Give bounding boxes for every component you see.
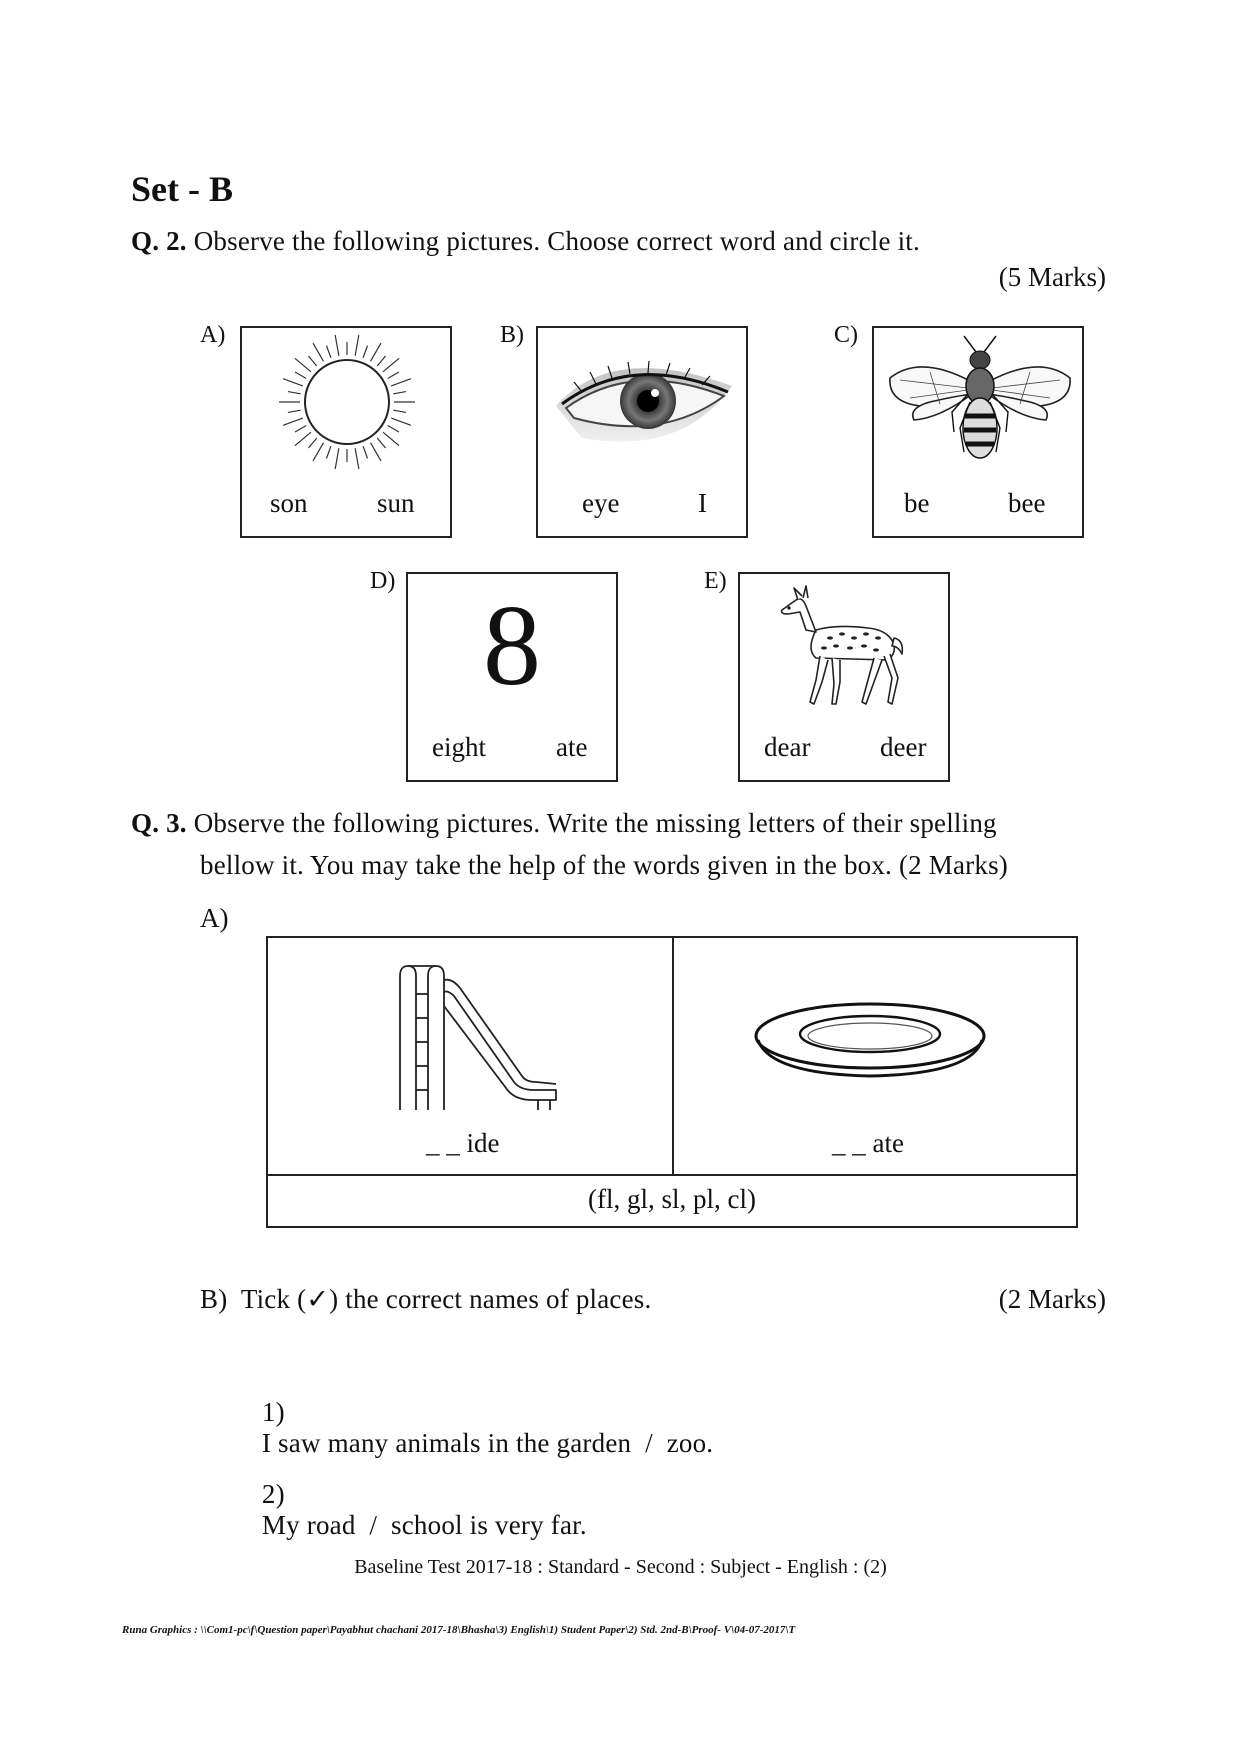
sun-icon	[272, 332, 422, 472]
q2-instruction	[131, 226, 920, 257]
q3-part-b-instruction	[200, 1284, 651, 1315]
sentence-2	[248, 1448, 587, 1541]
sentence-1	[248, 1366, 713, 1459]
item-a-word-1[interactable]: son	[270, 488, 308, 518]
q3-text-line-2: bellow it. You may take the help of the words given in the box. (2 Marks)	[200, 850, 1008, 880]
slide-word-blank[interactable]: _ _ ide	[426, 1128, 500, 1158]
slide-icon	[388, 962, 558, 1112]
sentence-2-number: 2)	[261, 1479, 285, 1509]
item-b-box	[536, 326, 748, 538]
item-e-box	[738, 572, 950, 782]
item-e-label: E)	[704, 568, 727, 594]
q3-instruction-line-1	[131, 808, 997, 839]
item-d-word-2[interactable]: ate	[556, 732, 588, 762]
sentence-2-text[interactable]: My road / school is very far.	[261, 1510, 587, 1540]
item-a-box	[240, 326, 452, 538]
item-b-word-2[interactable]: I	[698, 488, 707, 518]
set-title: Set - B	[131, 169, 233, 209]
letter-options: (fl, gl, sl, pl, cl)	[588, 1184, 756, 1214]
item-e-word-1[interactable]: dear	[764, 732, 811, 762]
item-c-word-2[interactable]: bee	[1008, 488, 1046, 518]
q3-picture-table	[266, 936, 1078, 1228]
sentence-1-number: 1)	[261, 1397, 285, 1427]
item-d-word-1[interactable]: eight	[432, 732, 486, 762]
eye-icon	[552, 346, 736, 456]
item-b-word-1[interactable]: eye	[582, 488, 620, 518]
page-footer: Baseline Test 2017-18 : Standard - Second : Subject - English : (2)	[354, 1556, 887, 1578]
table-divider-horizontal	[268, 1174, 1076, 1176]
q3-text-line-1: Observe the following pictures. Write the missing letters of their spelling	[193, 808, 997, 838]
item-c-label: C)	[834, 322, 858, 348]
item-a-label: A)	[200, 322, 226, 348]
q2-marks: (5 Marks)	[998, 262, 1106, 292]
item-a-word-2[interactable]: sun	[377, 488, 415, 518]
q3-part-b-text: Tick (✓) the correct names of places.	[240, 1284, 652, 1314]
q3-part-b-marks: (2 Marks)	[998, 1284, 1106, 1314]
item-d-label: D)	[370, 568, 396, 594]
plate-icon	[750, 996, 990, 1080]
bee-icon	[880, 332, 1080, 472]
q3-part-a-label: A)	[200, 903, 229, 933]
number-eight-picture: 8	[483, 582, 541, 710]
sentence-1-text[interactable]: I saw many animals in the garden / zoo.	[261, 1428, 714, 1458]
q2-number: Q. 2.	[131, 226, 187, 256]
q2-text: Observe the following pictures. Choose correct word and circle it.	[193, 226, 920, 256]
item-c-word-1[interactable]: be	[904, 488, 930, 518]
print-credit: Runa Graphics : \\Com1-pc\f\Question paper\Payabhut chachani 2017-18\Bhasha\3) English\1) Student Paper\2) Std. 2nd-B\Proof- V\04-07-2017\T	[122, 1624, 796, 1636]
deer-icon	[776, 580, 916, 710]
item-b-label: B)	[500, 322, 524, 348]
plate-word-blank[interactable]: _ _ ate	[832, 1128, 904, 1158]
q3-part-b-label: B)	[200, 1284, 228, 1314]
item-d-box	[406, 572, 618, 782]
item-e-word-2[interactable]: deer	[880, 732, 927, 762]
q3-number: Q. 3.	[131, 808, 187, 838]
item-c-box	[872, 326, 1084, 538]
table-divider-vertical	[672, 938, 674, 1174]
